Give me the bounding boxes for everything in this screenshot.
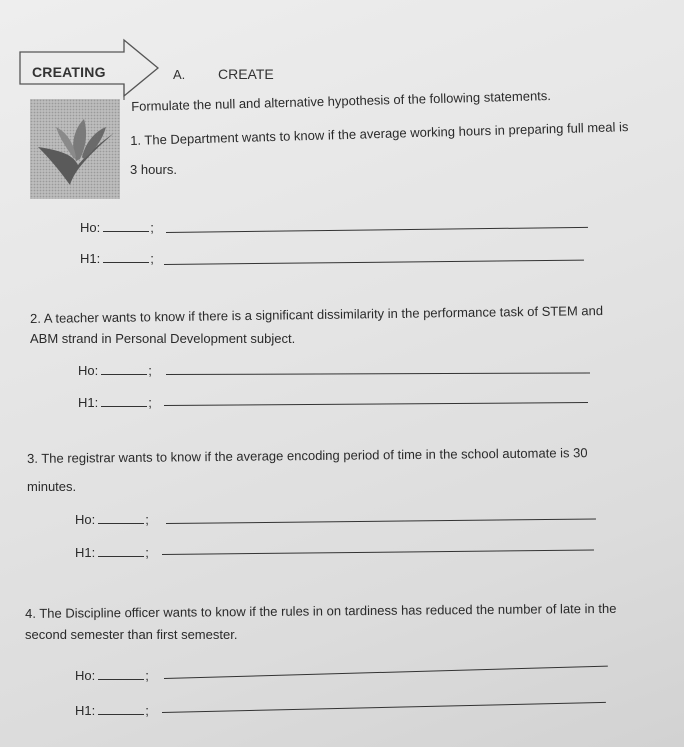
- q2-h1-answer-line[interactable]: [164, 402, 588, 406]
- q4-h1-short-blank[interactable]: [98, 705, 144, 715]
- q4-h1-separator: ;: [145, 703, 149, 718]
- q2-h1-separator: ;: [148, 395, 152, 410]
- q3-ho-label-row: [75, 512, 149, 527]
- question-4-text-continued: second semester than first semester.: [25, 627, 238, 642]
- q1-h1-label: H1:: [80, 251, 101, 266]
- q3-h1-separator: ;: [145, 545, 149, 560]
- question-2-text-continued: ABM strand in Personal Development subject.: [30, 331, 296, 346]
- q3-h1-answer-line[interactable]: [162, 549, 594, 555]
- question-3-text: 3. The registrar wants to know if the average encoding period of time in the school automate is 30: [27, 445, 588, 466]
- q1-h1-separator: ;: [150, 251, 154, 266]
- q4-ho-label: Ho:: [75, 668, 96, 683]
- question-4-text: 4. The Discipline officer wants to know if the rules in on tardiness has reduced the number of late in the: [25, 600, 617, 621]
- question-2-text: 2. A teacher wants to know if there is a significant dissimilarity in the performance task of STEM and: [30, 302, 604, 326]
- q3-h1-label-row: [75, 545, 149, 560]
- q1-h1-answer-line[interactable]: [164, 260, 584, 265]
- q3-ho-separator: ;: [145, 512, 149, 527]
- q1-ho-separator: ;: [150, 220, 154, 235]
- q4-ho-label-row: [75, 668, 149, 683]
- q2-h1-label: H1:: [78, 395, 99, 410]
- q1-ho-label: Ho:: [80, 220, 101, 235]
- q4-ho-separator: ;: [145, 668, 149, 683]
- q2-ho-answer-line[interactable]: [166, 373, 590, 375]
- plant-in-hand-icon: [30, 99, 120, 199]
- instructions: Formulate the null and alternative hypothesis of the following statements.: [131, 88, 552, 114]
- q3-ho-short-blank[interactable]: [98, 514, 144, 524]
- q3-h1-short-blank[interactable]: [98, 547, 144, 557]
- q3-h1-label: H1:: [75, 545, 96, 560]
- q1-h1-label-row: [80, 251, 154, 266]
- section-letter: A.: [173, 67, 186, 82]
- q2-ho-short-blank[interactable]: [101, 365, 147, 375]
- question-1-text-continued: 3 hours.: [130, 162, 177, 177]
- q4-ho-answer-line[interactable]: [164, 666, 608, 679]
- q3-ho-answer-line[interactable]: [166, 518, 596, 524]
- q2-ho-separator: ;: [148, 363, 152, 378]
- section-tab-label: CREATING: [32, 64, 106, 80]
- q2-h1-short-blank[interactable]: [101, 397, 147, 407]
- section-title: CREATE: [218, 66, 274, 82]
- q4-ho-short-blank[interactable]: [98, 670, 144, 680]
- q1-h1-short-blank[interactable]: [103, 253, 149, 263]
- question-3-text-continued: minutes.: [27, 479, 77, 494]
- q2-h1-label-row: [78, 395, 152, 410]
- q4-h1-label-row: [75, 703, 149, 718]
- q1-ho-label-row: [80, 220, 154, 235]
- q4-h1-answer-line[interactable]: [162, 702, 606, 713]
- q2-ho-label: Ho:: [78, 363, 99, 378]
- q4-h1-label: H1:: [75, 703, 96, 718]
- q2-ho-label-row: [78, 363, 152, 378]
- q1-ho-short-blank[interactable]: [103, 222, 149, 232]
- question-1-text: 1. The Department wants to know if the average working hours in preparing full meal is: [130, 119, 629, 148]
- q3-ho-label: Ho:: [75, 512, 96, 527]
- q1-ho-answer-line[interactable]: [166, 227, 588, 233]
